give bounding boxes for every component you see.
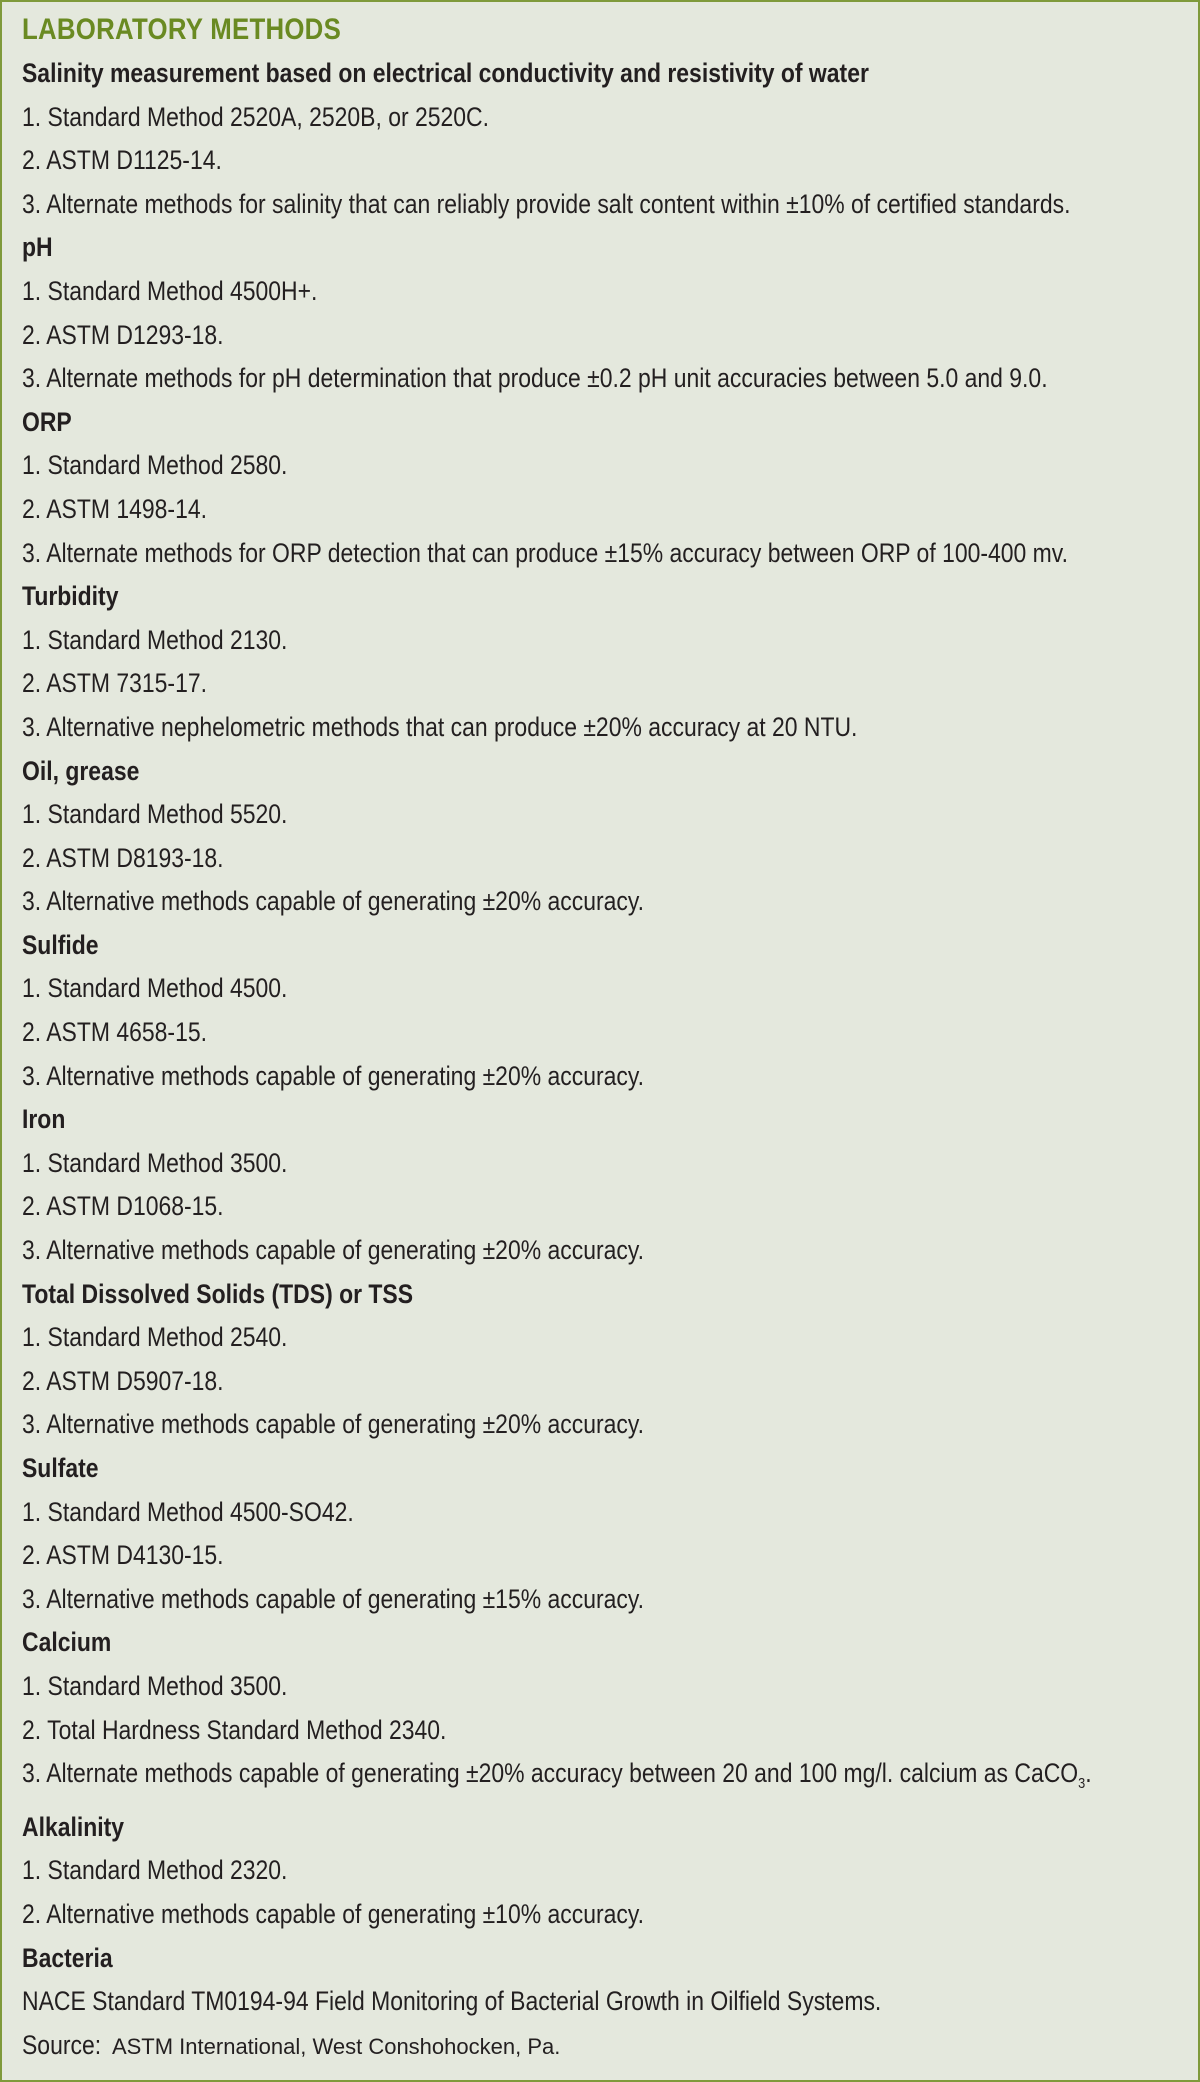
section-alkalinity xyxy=(22,1806,1198,1937)
section-heading: Alkalinity xyxy=(22,1811,125,1842)
method-item: 1. Standard Method 2520A, 2520B, or 2520C. xyxy=(22,101,489,132)
section-heading: Sulfide xyxy=(22,929,99,960)
section-heading: Salinity measurement based on electrical conductivity and resistivity of water xyxy=(22,58,869,88)
method-item: 3. Alternative methods capable of generating ±15% accuracy. xyxy=(22,1583,645,1614)
method-item: 2. ASTM D1068-15. xyxy=(22,1191,224,1222)
source-label: Source: xyxy=(22,2029,102,2060)
source-credit xyxy=(22,2024,1198,2068)
section-heading: Calcium xyxy=(22,1627,112,1658)
method-item-with-formula xyxy=(22,1752,1092,1806)
section-heading: Oil, grease xyxy=(22,755,140,786)
section-salinity xyxy=(22,52,1198,226)
section-bacteria xyxy=(22,1937,1198,2024)
method-item: 2. Total Hardness Standard Method 2340. xyxy=(22,1714,447,1745)
method-item: 1. Standard Method 4500H+. xyxy=(22,275,318,306)
method-item: 1. Standard Method 2580. xyxy=(22,450,288,481)
method-item: 2. Alternative methods capable of generating ±10% accuracy. xyxy=(22,1898,645,1929)
method-item: 2. ASTM D4130-15. xyxy=(22,1540,224,1571)
section-iron xyxy=(22,1098,1198,1272)
section-heading: ORP xyxy=(22,406,72,437)
method-item: 3. Alternate methods for ORP detection that can produce ±15% accuracy between ORP of 100-400 mv. xyxy=(22,537,1068,568)
method-item-text: 3. Alternate methods capable of generating ±20% accuracy between 20 and 100 mg/l. calcium as CaCO xyxy=(22,1758,1079,1789)
sidebar-title: LABORATORY METHODS xyxy=(22,13,342,46)
method-item: 1. Standard Method 5520. xyxy=(22,799,288,830)
method-item: 2. ASTM 4658-15. xyxy=(22,1017,207,1048)
source-text: ASTM International, West Conshohocken, Pa. xyxy=(107,2033,561,2059)
method-item: 3. Alternative nephelometric methods that can produce ±20% accuracy at 20 NTU. xyxy=(22,711,858,742)
method-item: 3. Alternate methods for pH determination that produce ±0.2 pH unit accuracies between 5.0 and 9.0. xyxy=(22,363,1048,394)
method-item: NACE Standard TM0194-94 Field Monitoring of Bacterial Growth in Oilfield Systems. xyxy=(22,1986,882,2017)
method-item: 2. ASTM 7315-17. xyxy=(22,668,207,699)
section-oil-grease xyxy=(22,750,1198,924)
section-heading: Total Dissolved Solids (TDS) or TSS xyxy=(22,1278,414,1309)
method-item: 3. Alternative methods capable of generating ±20% accuracy. xyxy=(22,1060,645,1091)
section-heading: Sulfate xyxy=(22,1453,99,1483)
section-heading: Bacteria xyxy=(22,1942,113,1973)
method-item: 1. Standard Method 2130. xyxy=(22,624,288,655)
section-calcium xyxy=(22,1621,1198,1805)
section-sulfate xyxy=(22,1447,1198,1621)
section-tds-tss xyxy=(22,1273,1198,1447)
section-sulfide xyxy=(22,924,1198,1098)
method-item: 1. Standard Method 2320. xyxy=(22,1855,288,1886)
method-item: 2. ASTM 1498-14. xyxy=(22,493,207,524)
method-item: 3. Alternative methods capable of generating ±20% accuracy. xyxy=(22,1235,645,1266)
section-heading: Turbidity xyxy=(22,581,119,612)
method-item: 2. ASTM D1293-18. xyxy=(22,319,224,350)
method-item-end: . xyxy=(1085,1758,1092,1789)
method-item: 1. Standard Method 3500. xyxy=(22,1670,288,1701)
method-item: 2. ASTM D1125-14. xyxy=(22,145,222,176)
method-item: 1. Standard Method 3500. xyxy=(22,1147,288,1178)
method-item: 1. Standard Method 2540. xyxy=(22,1322,288,1353)
method-item: 1. Standard Method 4500-SO42. xyxy=(22,1496,354,1527)
formula-subscript: 3 xyxy=(1078,1775,1086,1793)
method-item: 2. ASTM D8193-18. xyxy=(22,842,224,873)
method-item: 2. ASTM D5907-18. xyxy=(22,1365,224,1396)
section-heading: Iron xyxy=(22,1104,66,1135)
section-turbidity xyxy=(22,575,1198,749)
section-ph xyxy=(22,226,1198,400)
section-orp xyxy=(22,401,1198,575)
method-item: 1. Standard Method 4500. xyxy=(22,973,288,1004)
method-item: 3. Alternative methods capable of generating ±20% accuracy. xyxy=(22,1409,645,1440)
method-item: 3. Alternate methods for salinity that can reliably provide salt content within ±10% of certified standards. xyxy=(22,188,1071,219)
method-item: 3. Alternative methods capable of generating ±20% accuracy. xyxy=(22,886,645,917)
section-heading: pH xyxy=(22,232,53,263)
